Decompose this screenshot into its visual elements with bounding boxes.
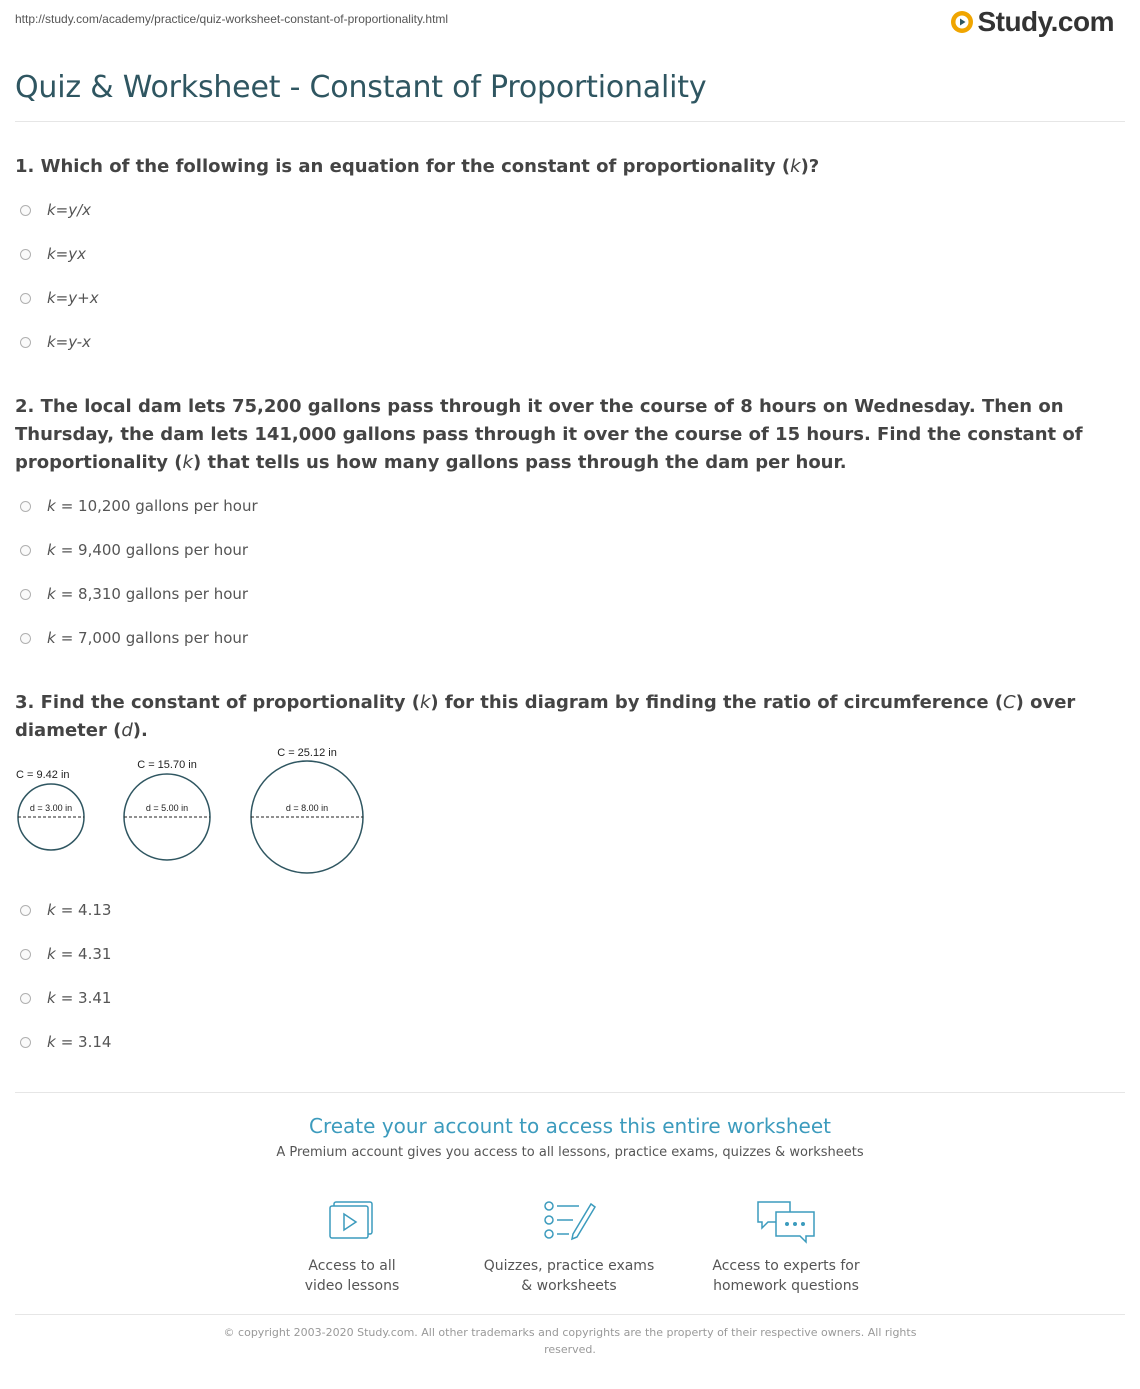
question-2: 2. The local dam lets 75,200 gallons pass through it over the course of 8 hours on Wednesday. Then on Thursday, the dam lets 141,000 gallons pass through it over the course of 15 hours. Find the constant of proportionality (k) that tells us how many gallons pass through the dam per hour. [15,396,1083,473]
feature-label: Access to all video lessons [304,1258,400,1294]
question-2-answers [20,484,258,660]
feature-label: Quizzes, practice exams & worksheets [483,1258,655,1294]
answer-option[interactable]: k = 8,310 gallons per hour [20,572,258,616]
question-3: 3. Find the constant of proportionality (k) for this diagram by finding the ratio of circumference (C) over diameter (d). [15,692,1076,741]
radio-button[interactable] [20,1037,31,1048]
diameter-label: d = 5.00 in [145,803,189,813]
circumference-label: C = 9.42 in [16,769,70,781]
radio-button[interactable] [20,589,31,600]
cta-title-link[interactable]: Create your account to access this entire worksheet [309,1114,831,1138]
circumference-label: C = 15.70 in [137,759,197,771]
page-url: http://study.com/academy/practice/quiz-worksheet-constant-of-proportionality.html [15,12,449,26]
radio-button[interactable] [20,249,31,260]
answer-option[interactable]: k = 3.41 [20,976,111,1020]
feature-experts [686,1198,886,1296]
answer-option[interactable]: k = 3.14 [20,1020,111,1064]
answer-option[interactable]: k = 4.13 [20,888,111,932]
answer-option[interactable]: k = 10,200 gallons per hour [20,484,258,528]
circumference-label: C = 25.12 in [277,747,337,759]
radio-button[interactable] [20,949,31,960]
circles-diagram [10,740,380,880]
radio-button[interactable] [20,501,31,512]
radio-button[interactable] [20,293,31,304]
answer-option[interactable]: k=y/x [20,188,104,232]
radio-button[interactable] [20,905,31,916]
quiz-checklist-icon [539,1198,599,1246]
chat-bubbles-icon [754,1198,818,1246]
title-divider [15,121,1125,122]
answer-option[interactable]: k = 7,000 gallons per hour [20,616,258,660]
play-logo-icon [950,10,974,34]
radio-button[interactable] [20,545,31,556]
feature-video-lessons [252,1198,452,1296]
answer-option[interactable]: k=y+x [20,276,104,320]
logo-text: Study.com [977,6,1114,37]
radio-button[interactable] [20,337,31,348]
copyright-text: © copyright 2003-2020 Study.com. All other trademarks and copyrights are the property of their respective owners. All rights reserved. [223,1326,917,1356]
page-title: Quiz & Worksheet - Constant of Proportionality [15,70,707,105]
circle-medium [124,759,210,860]
footer-divider [15,1314,1125,1315]
cta-subtitle: A Premium account gives you access to all lessons, practice exams, quizzes & worksheets [276,1145,864,1160]
radio-button[interactable] [20,993,31,1004]
study-logo[interactable] [950,6,1114,38]
radio-button[interactable] [20,205,31,216]
cta-divider [15,1092,1125,1093]
feature-quizzes [469,1198,669,1296]
answer-option[interactable]: k = 9,400 gallons per hour [20,528,258,572]
answer-option[interactable]: k = 4.31 [20,932,111,976]
answer-option[interactable]: k=yx [20,232,104,276]
diameter-label: d = 8.00 in [285,803,329,813]
question-1: 1. Which of the following is an equation for the constant of proportionality (k)? [15,156,820,177]
video-play-icon [324,1198,380,1246]
feature-label: Access to experts for homework questions [712,1258,860,1294]
answer-option[interactable]: k=y-x [20,320,104,364]
circle-large [251,747,363,873]
question-3-answers [20,888,111,1064]
diameter-label: d = 3.00 in [29,803,73,813]
radio-button[interactable] [20,633,31,644]
circle-small [16,769,84,850]
question-1-answers [20,188,104,364]
